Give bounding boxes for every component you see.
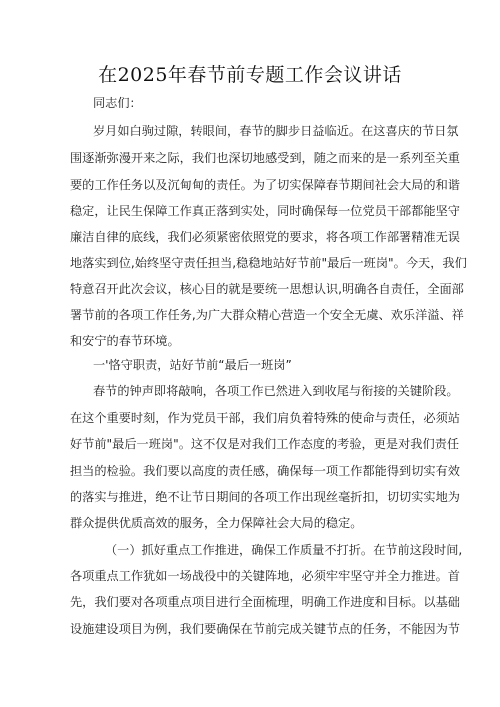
paragraph-1-line-8: 署节前的各项工作任务,为广大群众精心营造一个安全无虞、欢乐洋溢、祥 [70, 308, 464, 322]
paragraph-3-line-3: 好节前"最后一班岗"。这不仅是对我们工作态度的考验，更是对我们责任 [70, 437, 460, 451]
document-title: 在2025年春节前专题工作会议讲话 [98, 64, 402, 86]
paragraph-3-line-1: 春节的钟声即将敲响，各项工作已然进入到收尾与衔接的关键阶段。 [93, 384, 459, 398]
paragraph-4-line-2: 各项重点工作犹如一场战役中的关键阵地，必须牢牢坚守并全力推进。首 [70, 569, 460, 583]
paragraph-3-line-2: 在这个重要时刻，作为党员干部，我们肩负着特殊的使命与责任，必须站 [70, 411, 460, 425]
paragraph-1-line-9: 和安宁的春节环境。 [70, 334, 180, 348]
paragraph-4-line-1: （一）抓好重点工作推进，确保工作质量不打折。在节前这段时间, [105, 543, 463, 557]
paragraph-1-line-7: 特意召开此次会议，核心目的就是要统一思想认识,明确各自责任，全面部 [70, 282, 464, 296]
paragraph-1-line-4: 稳定，让民生保障工作真正落到实处，同时确保每一位党员干部都能坚守 [70, 204, 460, 218]
paragraph-3-line-5: 的落实与推进，绝不让节日期间的各项工作出现丝毫折扣，切切实实地为 [70, 490, 460, 504]
paragraph-1-line-1: 岁月如白驹过隙，转眼间，春节的脚步日益临近。在这喜庆的节日氛 [93, 124, 459, 138]
paragraph-1-line-2: 围逐渐弥漫开来之际，我们也深切地感受到，随之而来的是一系列至关重 [70, 151, 460, 165]
salutation: 同志们： [93, 96, 142, 110]
section-heading-1: 一'恪守职责，站好节前“最后一班岗” [93, 358, 292, 372]
paragraph-3-line-6: 群众提供优质高效的服务，全力保障社会大局的稳定。 [70, 516, 363, 530]
paragraph-4-line-3: 先，我们要对各项重点项目进行全面梳理，明确工作进度和目标。以基础 [70, 595, 460, 609]
paragraph-3-line-4: 担当的检验。我们要以高度的责任感，确保每一项工作都能得到切实有效 [70, 464, 460, 478]
paragraph-1-line-3: 要的工作任务以及沉甸甸的责任。为了切实保障春节期间社会大局的和谐 [70, 178, 460, 192]
paragraph-4-line-4: 设施建设项目为例，我们要确保在节前完成关键节点的任务，不能因为节 [70, 622, 460, 636]
paragraph-1-line-6: 地落实到位,始终坚守责任担当,稳稳地站好节前"最后一班岗"。今天，我们 [70, 256, 467, 270]
paragraph-1-line-5: 廉洁自律的底线，我们必须紧密依照党的要求，将各项工作部署精准无误 [70, 230, 460, 244]
